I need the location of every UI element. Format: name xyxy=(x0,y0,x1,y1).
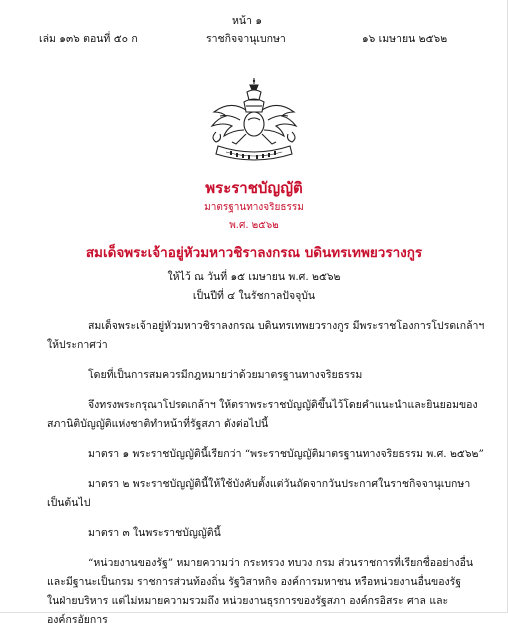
king-name: สมเด็จพระเจ้าอยู่หัวมหาวชิราลงกรณ บดินทรเทพยวรางกูร xyxy=(85,245,423,261)
page-number: หน้า ๑ xyxy=(232,15,262,27)
body-line: ให้ประกาศว่า xyxy=(47,339,108,351)
gazette-volume: เล่ม ๑๓๖ ตอนที่ ๕๐ ก xyxy=(39,33,138,45)
section-3: มาตรา ๓ ในพระราชบัญญัตินี้ xyxy=(88,527,221,539)
act-year: พ.ศ. ๒๕๖๒ xyxy=(229,220,279,231)
act-subject: มาตรฐานทางจริยธรรม xyxy=(204,202,304,213)
given-date: ให้ไว้ ณ วันที่ ๑๕ เมษายน พ.ศ. ๒๕๖๒ xyxy=(167,271,341,283)
section-2: มาตรา ๒ พระราชบัญญัตินี้ให้ใช้บังคับตั้งแต่วันถัดจากวันประกาศในราชกิจจานุเบกษา xyxy=(88,478,471,490)
definition-line: “หน่วยงานของรัฐ” หมายความว่า กระทรวง ทบวง กรม ส่วนราชการที่เรียกชื่ออย่างอื่น xyxy=(88,557,474,569)
act-heading: พระราชบัญญัติ xyxy=(205,179,303,197)
gazette-date: ๑๖ เมษายน ๒๕๖๒ xyxy=(362,33,448,45)
body-line: สภานิติบัญญัติแห่งชาติทำหน้าที่รัฐสภา ดังต่อไปนี้ xyxy=(47,418,269,430)
reign-year: เป็นปีที่ ๔ ในรัชกาลปัจจุบัน xyxy=(192,290,316,302)
body-line: สมเด็จพระเจ้าอยู่หัวมหาวชิราลงกรณ บดินทรเทพยวรางกูร มีพระราชโองการโปรดเกล้าฯ xyxy=(88,320,485,332)
body-line: เป็นต้นไป xyxy=(47,497,91,509)
definition-line: ในฝ่ายบริหาร แต่ไม่หมายความรวมถึง หน่วยงานธุรการของรัฐสภา องค์กรอิสระ ศาล และ xyxy=(47,595,449,607)
body-line: จึงทรงพระกรุณาโปรดเกล้าฯ ให้ตราพระราชบัญญัติขึ้นไว้โดยคำแนะนำและยินยอมของ xyxy=(88,399,478,411)
body-line: โดยที่เป็นการสมควรมีกฎหมายว่าด้วยมาตรฐานทางจริยธรรม xyxy=(88,369,363,381)
definition-line: องค์กรอัยการ xyxy=(47,614,108,626)
definition-line: และมีฐานะเป็นกรม ราชการส่วนท้องถิ่น รัฐวิสาหกิจ องค์การมหาชน หรือหน่วยงานอื่นของรัฐ xyxy=(47,576,462,588)
royal-emblem-icon xyxy=(200,76,308,170)
section-1: มาตรา ๑ พระราชบัญญัตินี้เรียกว่า “พระราชบัญญัติมาตรฐานทางจริยธรรม พ.ศ. ๒๕๖๒” xyxy=(88,448,484,460)
gazette-name: ราชกิจจานุเบกษา xyxy=(206,33,286,45)
